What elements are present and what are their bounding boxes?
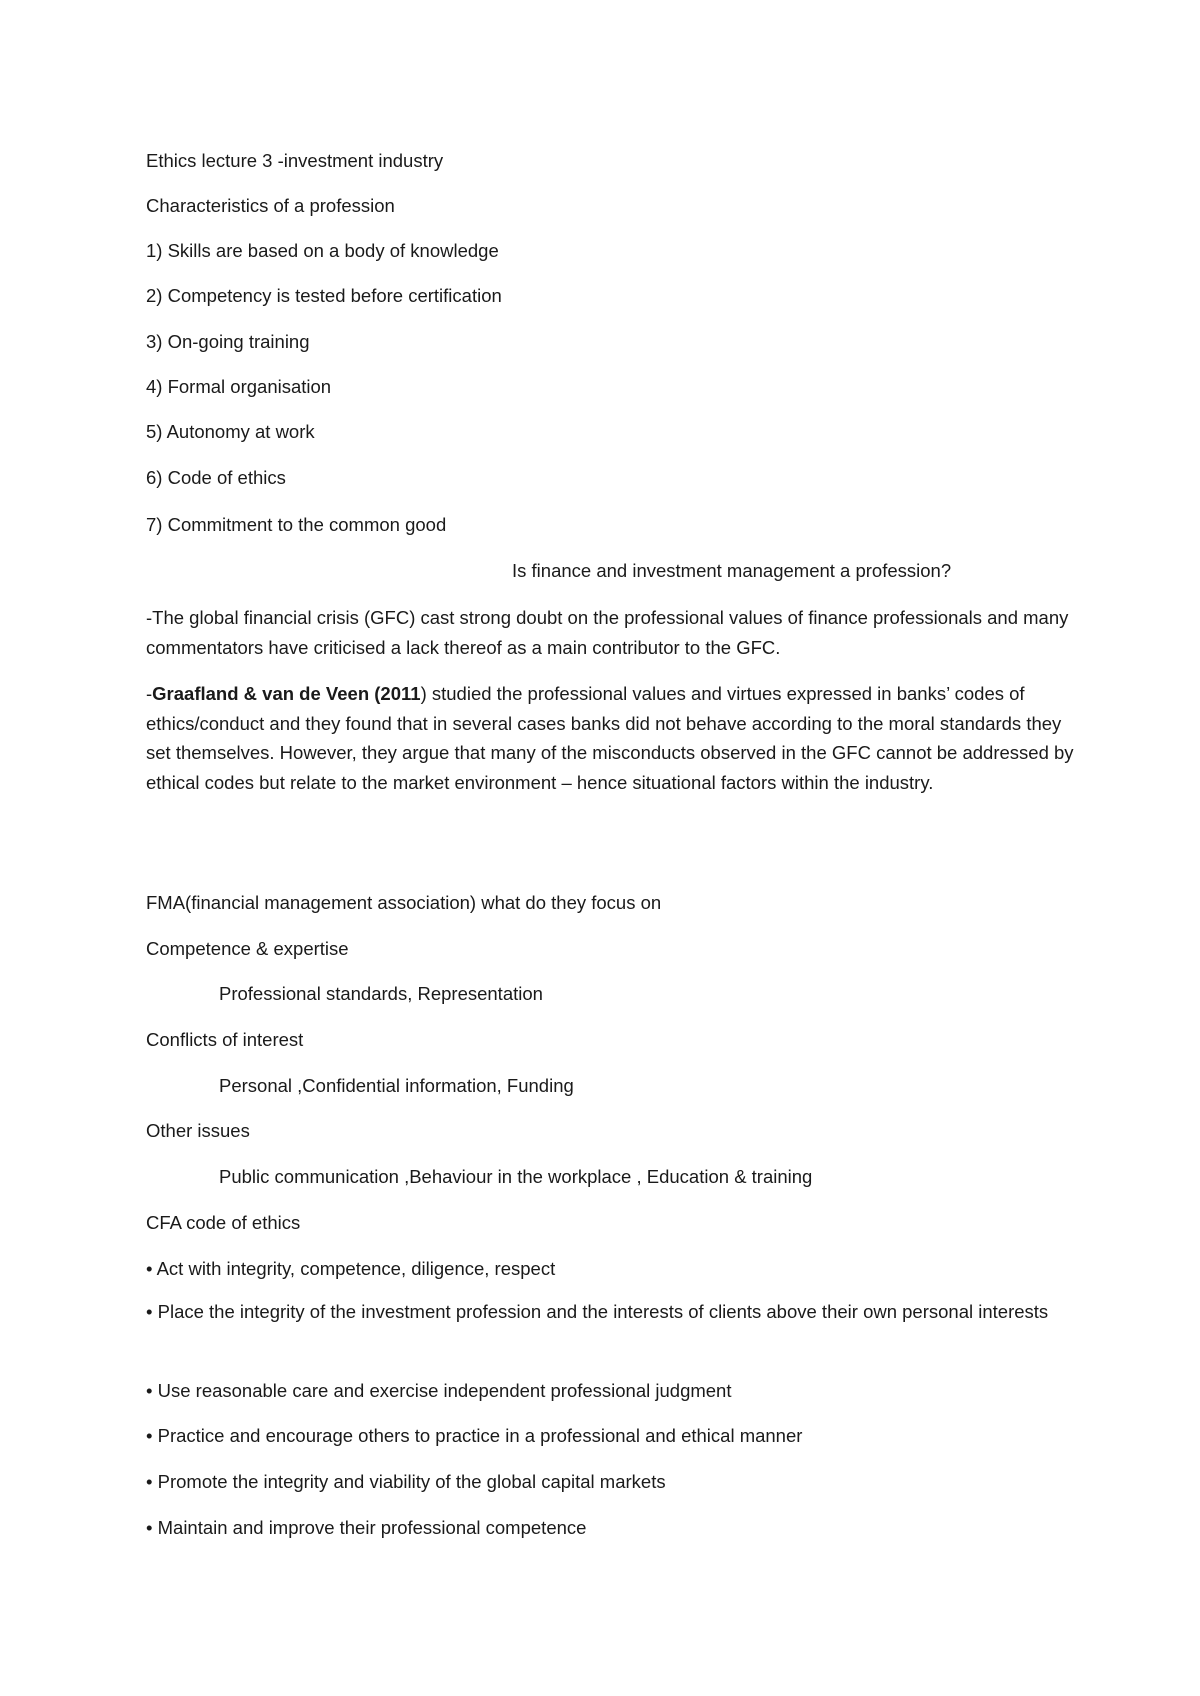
graafland-authors: Graafland & van de Veen (2011 [152,683,421,704]
fma-section-heading: Conflicts of interest [146,1029,304,1050]
characteristics-heading: Characteristics of a profession [146,195,395,216]
cfa-bullet: • Maintain and improve their professional competence [146,1517,587,1538]
fma-section-detail: Public communication ,Behaviour in the workplace , Education & training [219,1166,813,1187]
cfa-bullet: • Practice and encourage others to practice in a professional and ethical manner [146,1425,803,1446]
fma-section-detail: Personal ,Confidential information, Funding [219,1075,574,1096]
page-title: Ethics lecture 3 -investment industry [146,150,444,171]
cfa-bullet: • Act with integrity, competence, diligence, respect [146,1258,556,1279]
graafland-paragraph [146,679,1086,797]
characteristic-item: 7) Commitment to the common good [146,514,447,535]
graafland-text: studied the professional values and virtues expressed in banks’ codes of ethics/conduct and they found that in several cases banks did not behave according to the moral standards they set themselves. However, they argue that many of the misconducts observed in the GFC cannot be addressed by ethical codes but relate to the market environment – hence situational factors within the industry. [146,683,1074,793]
graafland-prefix: - [146,683,153,704]
characteristic-item: 5) Autonomy at work [146,421,315,442]
characteristic-item: 3) On-going training [146,331,310,352]
graafland-close-paren: ) [420,683,427,704]
question-heading: Is finance and investment management a profession? [512,560,952,581]
fma-section-heading: Competence & expertise [146,938,349,959]
characteristic-item: 1) Skills are based on a body of knowledge [146,240,499,261]
characteristic-item: 4) Formal organisation [146,376,332,397]
characteristic-item: 6) Code of ethics [146,467,286,488]
cfa-heading: CFA code of ethics [146,1212,301,1233]
fma-section-detail: Professional standards, Representation [219,983,543,1004]
fma-heading: FMA(financial management association) what do they focus on [146,892,662,913]
gfc-paragraph: -The global financial crisis (GFC) cast strong doubt on the professional values of finance professionals and many commentators have criticised a lack thereof as a main contributor to the GFC. [146,607,1069,658]
cfa-bullet: • Use reasonable care and exercise independent professional judgment [146,1380,732,1401]
cfa-bullet: • Promote the integrity and viability of the global capital markets [146,1471,666,1492]
characteristic-item: 2) Competency is tested before certification [146,285,502,306]
cfa-bullet: • Place the integrity of the investment profession and the interests of clients above their own personal interests [146,1301,1049,1322]
fma-section-heading: Other issues [146,1120,250,1141]
